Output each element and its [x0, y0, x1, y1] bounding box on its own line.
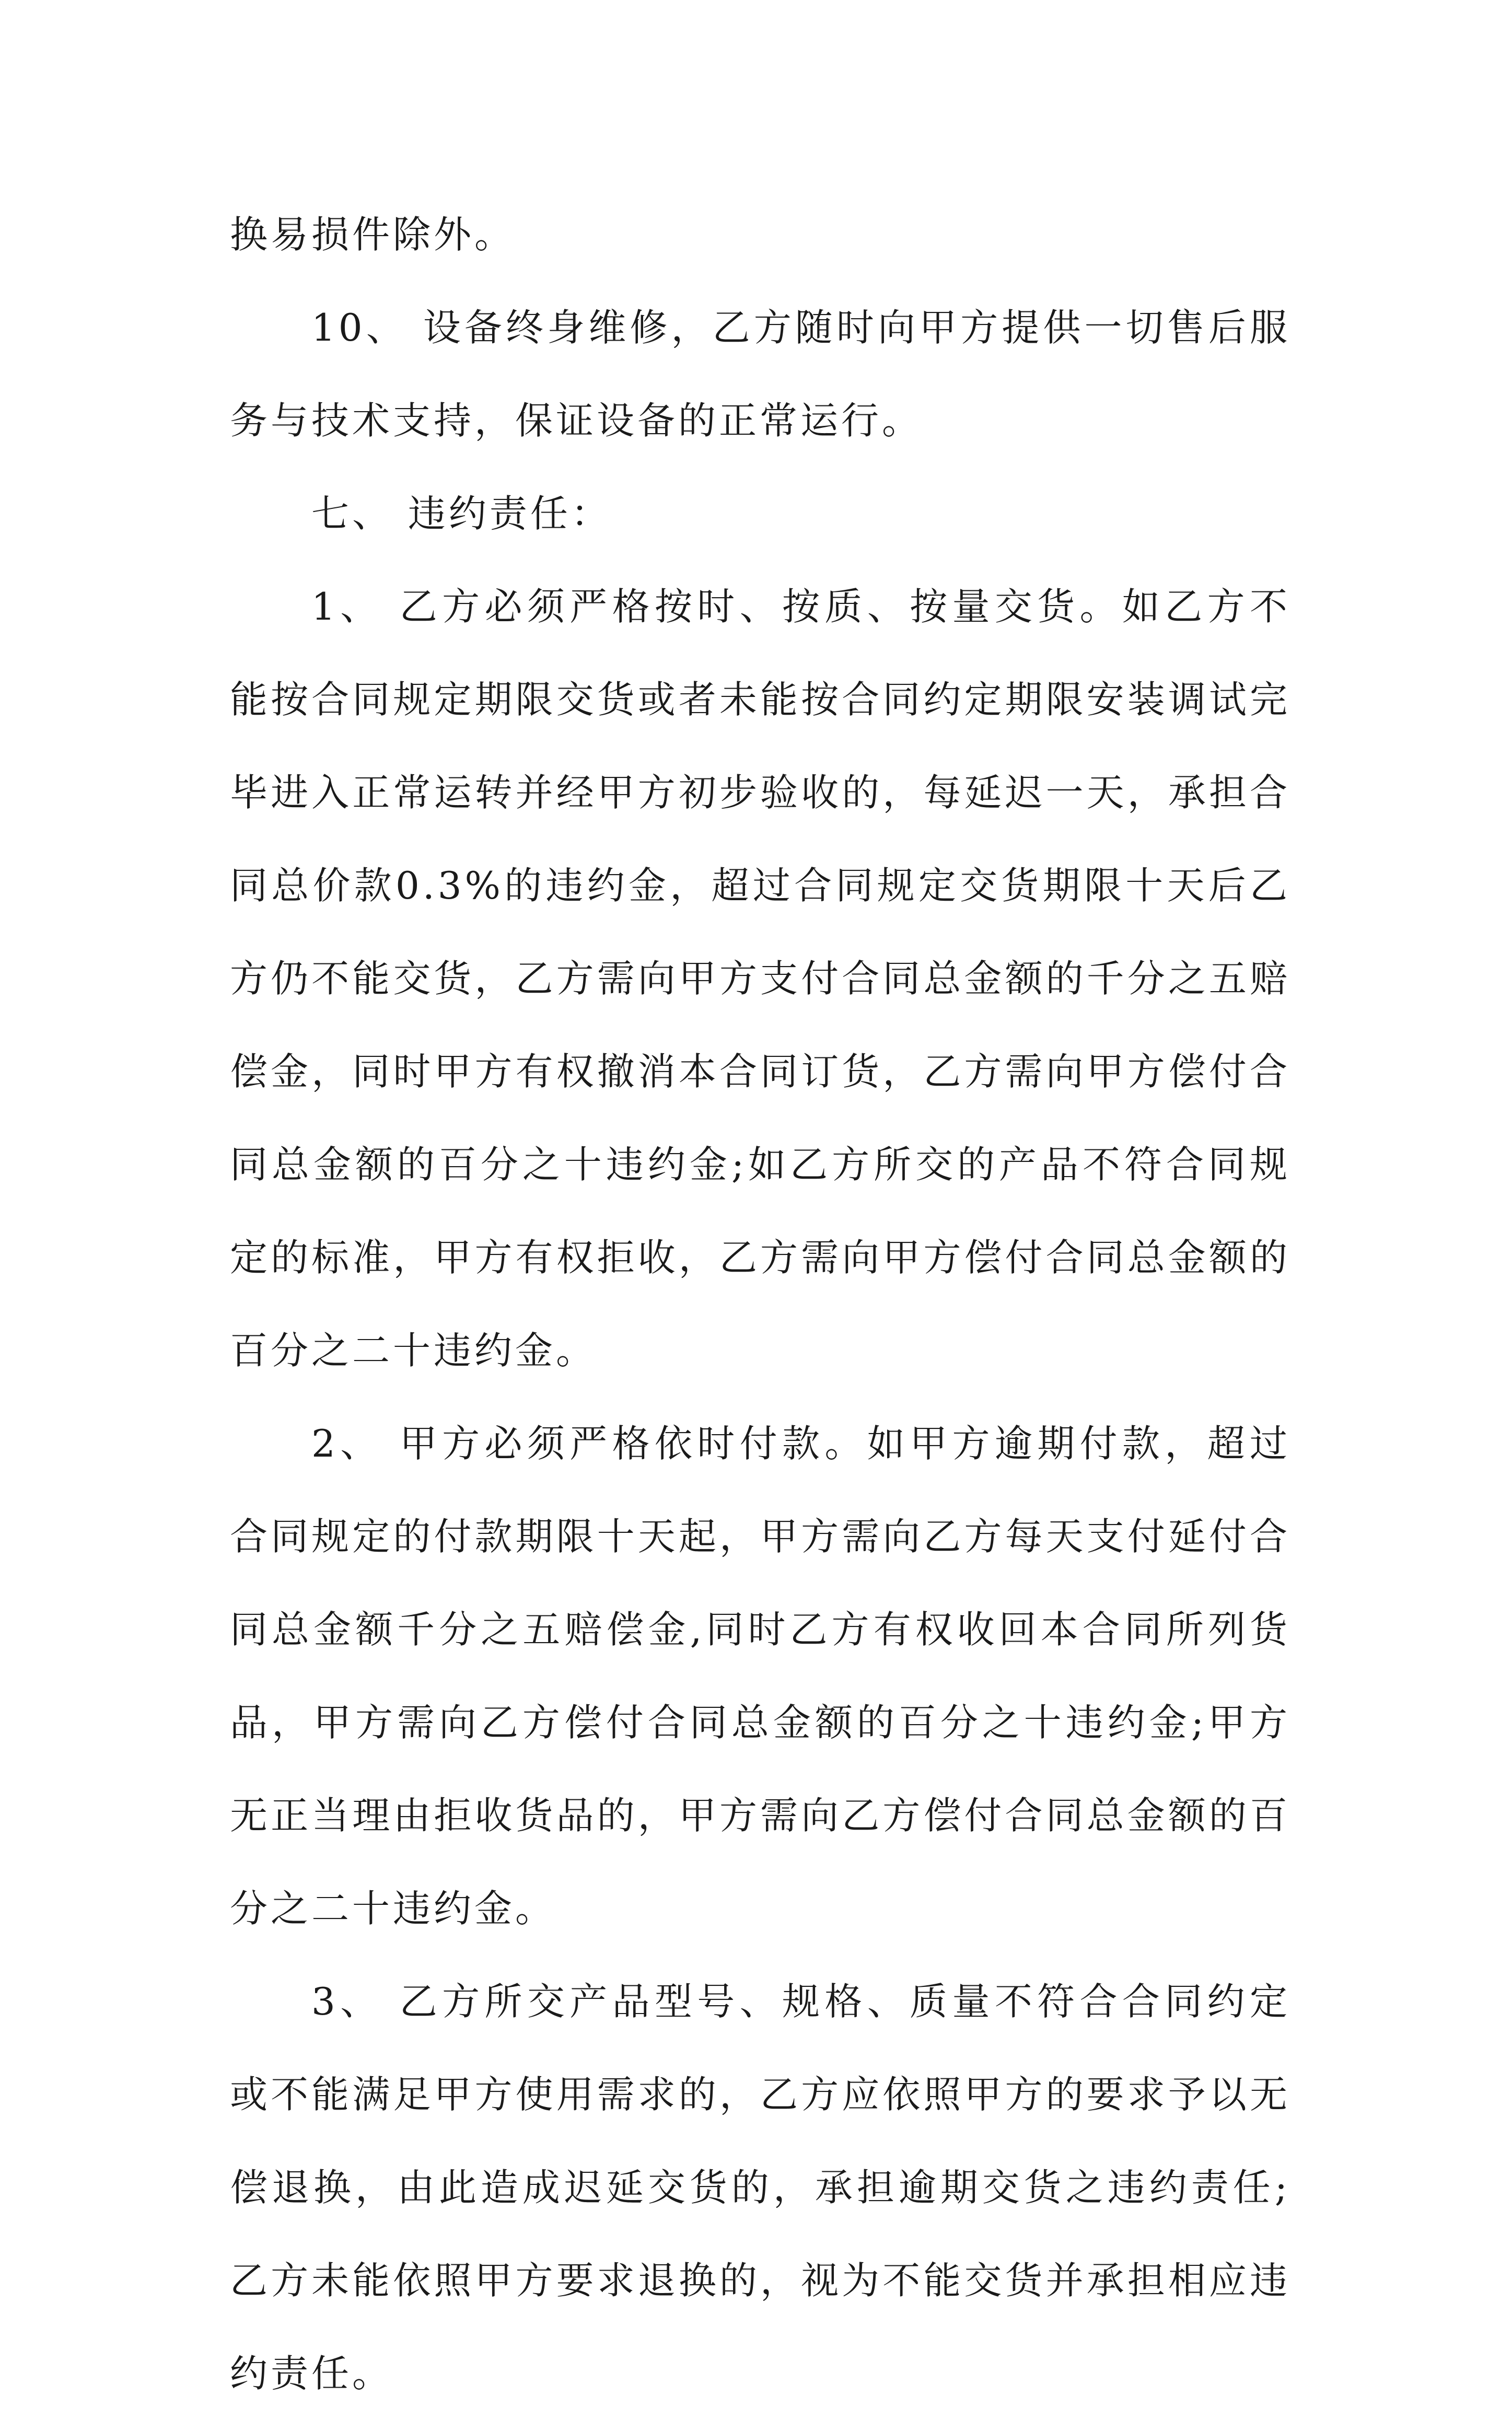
document-body	[230, 188, 1290, 2420]
section-heading-breach-liability: 七、 违约责任：	[311, 492, 612, 536]
paragraph-clause-2: 2、 甲方必须严格依时付款。如甲方逾期付款，超过合同规定的付款期限十天起，甲方需向乙方每天支付延付合同总金额千分之五赔偿金,同时乙方有权收回本合同所列货品，甲方需向乙方偿付合同总金额的百分之十违约金;甲方无正当理由拒收货品的，甲方需向乙方偿付合同总金额的百分之二十违约金。	[230, 1422, 1290, 1930]
paragraph-continuation: 换易损件除外。	[230, 213, 516, 257]
paragraph-clause-1: 1、 乙方必须严格按时、按质、按量交货。如乙方不能按合同规定期限交货或者未能按合同约定期限安装调试完毕进入正常运转并经甲方初步验收的，每延迟一天，承担合同总价款0.3%的违约金，超过合同规定交货期限十天后乙方仍不能交货，乙方需向甲方支付合同总金额的千分之五赔偿金，同时甲方有权撤消本合同订货，乙方需向甲方偿付合同总金额的百分之十违约金;如乙方所交的产品不符合同规定的标准，甲方有权拒收，乙方需向甲方偿付合同总金额的百分之二十违约金。	[230, 585, 1290, 1372]
paragraph-item-10: 10、 设备终身维修，乙方随时向甲方提供一切售后服务与技术支持，保证设备的正常运行。	[230, 306, 1290, 443]
paragraph-clause-3: 3、 乙方所交产品型号、规格、质量不符合合同约定或不能满足甲方使用需求的，乙方应依照甲方的要求予以无偿退换，由此造成迟延交货的，承担逾期交货之违约责任;乙方未能依照甲方要求退换的，视为不能交货并承担相应违约责任。	[230, 1980, 1290, 2395]
